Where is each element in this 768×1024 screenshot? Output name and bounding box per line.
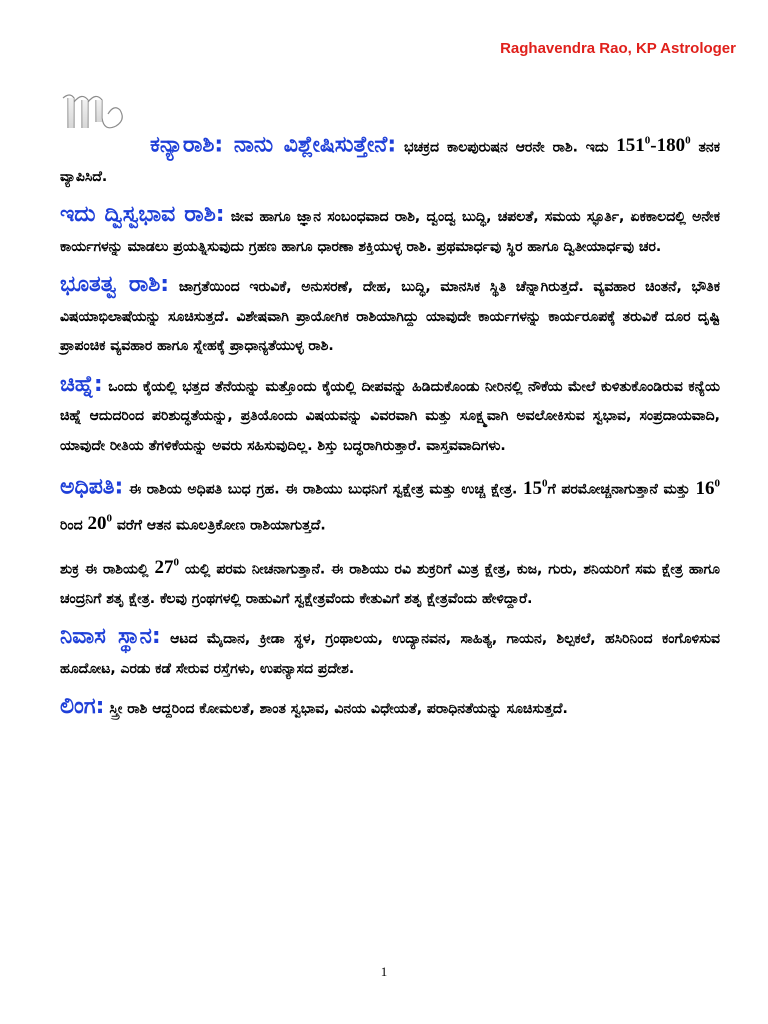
heading-adhipati: ಅಧಿಪತಿ: — [60, 474, 124, 500]
paragraph-bhutatva — [60, 270, 720, 362]
author-header: Raghavendra Rao, KP Astrologer — [500, 40, 736, 57]
text-linga: ಸ್ತ್ರೀ ರಾಶಿ ಆದ್ದರಿಂದ ಕೋಮಲತೆ, ಶಾಂತ ಸ್ವಭಾವ, ವಿನಯ ವಿಧೇಯತೆ, ಪರಾಧಿನತೆಯನ್ನು ಸೂಚಿಸುತ್ತದೆ. — [109, 701, 568, 718]
paragraph-shukra — [60, 549, 720, 614]
degree-15: $15^0$ — [523, 477, 548, 499]
shukra-text-1: ಶುಕ್ರ ಈ ರಾಶಿಯಲ್ಲಿ — [60, 561, 155, 578]
paragraph-chihne — [60, 370, 720, 462]
adhipati-text-4: ವರೆಗೆ ಆತನ ಮೂಲತ್ರಿಕೋಣ ರಾಶಿಯಾಗುತ್ತದೆ. — [112, 517, 326, 534]
paragraph-dvisvabhava — [60, 200, 720, 262]
heading-bhutatva: ಭೂತತ್ವ ರಾಶಿ: — [60, 272, 170, 298]
adhipati-text-3: ರಿಂದ — [60, 517, 88, 534]
intro-text-before: ಭಚಕ್ರದ ಕಾಲಪುರುಷನ ಆರನೇ ರಾಶಿ. ಇದು — [404, 139, 617, 156]
shukra-text-2: ಯಲ್ಲಿ ಪರಮ ನೀಚನಾಗುತ್ತಾನೆ. ಈ ರಾಶಿಯು ರವಿ ಶುಕ್ರರಿಗೆ ಮಿತ್ರ ಕ್ಷೇತ್ರ, ಕುಜ, ಗುರು, ಶನಿಯರಿಗೆ ಸಮ ಕ್ಷೇತ್ರ ಹಾಗೂ ಚಂದ್ರನಿಗೆ ಶತೃ ಕ್ಷೇತ್ರ. ಕೆಲವು ಗ್ರಂಥಗಳಲ್ಲಿ ರಾಹುವಿಗೆ ಸ್ವಕ್ಷೇತ್ರವೆಂದು ಕೇತುವಿಗೆ ಶತೃ ಕ್ಷೇತ್ರವೆಂದು ಹೇಳಿದ್ದಾರೆ. — [60, 561, 720, 607]
page-number: 1 — [380, 964, 388, 979]
paragraph-nivasa — [60, 622, 720, 684]
degree-start: $151^0-180^0$ — [616, 135, 691, 157]
heading-dvisvabhava: ಇದು ದ್ವಿಸ್ವಭಾವ ರಾಶಿ: — [60, 202, 225, 228]
article-body — [60, 127, 720, 733]
heading-chihne: ಚಿಹ್ನೆ: — [60, 371, 103, 397]
degree-27: $27^0$ — [154, 556, 179, 579]
paragraph-adhipati — [60, 469, 720, 541]
text-dvisvabhava: ಜೀವ ಹಾಗೂ ಜ್ಞಾನ ಸಂಬಂಧವಾದ ರಾಶಿ, ದ್ವಂದ್ವ ಬುದ್ಧಿ, ಚಪಲತೆ, ಸಮಯ ಸ್ಫೂರ್ತಿ, ಏಕಕಾಲದಲ್ಲಿ ಅನೇಕ ಕಾರ್ಯಗಳನ್ನು ಮಾಡಲು ಪ್ರಯತ್ನಿಸುವುದು ಗ್ರಹಣ ಹಾಗೂ ಧಾರಣಾ ಶಕ್ತಿಯುಳ್ಳ ರಾಶಿ. ಪ್ರಥಮಾರ್ಧವು ಸ್ಥಿರ ಹಾಗೂ ದ್ವಿತೀಯಾರ್ಧವು ಚರ. — [60, 209, 720, 255]
intro-text-after: ತನಕ ವ್ಯಾಪಿಸಿದೆ. — [60, 139, 720, 185]
text-chihne: ಒಂದು ಕೈಯಲ್ಲಿ ಭತ್ತದ ತೆನೆಯನ್ನು ಮತ್ತೊಂದು ಕೈಯಲ್ಲಿ ದೀಪವನ್ನು ಹಿಡಿದುಕೊಂಡು ನೀರಿನಲ್ಲಿ ನೌಕೆಯ ಮೇಲೆ ಕುಳಿತುಕೊಂಡಿರುವ ಕನ್ಯೆಯ ಚಿಹ್ನೆ ಆದುದರಿಂದ ಪರಿಶುದ್ಧತೆಯನ್ನು, ಪ್ರತಿಯೊಂದು ವಿಷಯವನ್ನು ವಿವರವಾಗಿ ಮತ್ತು ಸೂಕ್ಷ್ಮವಾಗಿ ಅವಲೋಕಿಸುವ ಸ್ವಭಾವ, ಸಂಪ್ರದಾಯವಾದಿ, ಯಾವುದೇ ರೀತಿಯ ತೆಗಳಿಕೆಯನ್ನು ಅವರು ಸಹಿಸುವುದಿಲ್ಲ. ಶಿಸ್ತು ಬದ್ಧರಾಗಿರುತ್ತಾರೆ. ವಾಸ್ತವವಾದಿಗಳು. — [60, 378, 720, 454]
paragraph-linga — [60, 692, 720, 725]
adhipati-text-2: ಗೆ ಪರಮೋಚ್ಚನಾಗುತ್ತಾನೆ ಮತ್ತು — [547, 481, 696, 498]
text-nivasa: ಆಟದ ಮೈದಾನ, ಕ್ರೀಡಾ ಸ್ಥಳ, ಗ್ರಂಥಾಲಯ, ಉದ್ಯಾನವನ, ಸಾಹಿತ್ಯ, ಗಾಯನ, ಶಿಲ್ಪಕಲೆ, ಹಸಿರಿನಿಂದ ಕಂಗೊಳಿಸುವ ಹೂದೋಟ, ಎರಡು ಕಡೆ ಸೇರುವ ರಸ್ತೆಗಳು, ಉಪನ್ಯಾಸದ ಪ್ರದೇಶ. — [60, 631, 721, 677]
heading-kanya-rashi: ಕನ್ಯಾರಾಶಿ: ನಾನು ವಿಶ್ಲೇಷಿಸುತ್ತೇನೆ: — [150, 132, 397, 158]
adhipati-text-1: ಈ ರಾಶಿಯ ಅಧಿಪತಿ ಬುಧ ಗ್ರಹ. ಈ ರಾಶಿಯು ಬುಧನಿಗೆ ಸ್ವಕ್ಷೇತ್ರ ಮತ್ತು ಉಚ್ಚ ಕ್ಷೇತ್ರ. — [128, 481, 524, 498]
paragraph-kanya-intro — [60, 127, 720, 192]
heading-nivasa-sthana: ನಿವಾಸ ಸ್ಥಾನ: — [60, 624, 161, 650]
text-bhutatva: ಜಾಗ್ರತೆಯಿಂದ ಇರುವಿಕೆ, ಅನುಸರಣೆ, ದೇಹ, ಬುದ್ಧಿ, ಮಾನಸಿಕ ಸ್ಥಿತಿ ಚೆನ್ನಾಗಿರುತ್ತದೆ. ವ್ಯವಹಾರ ಚಿಂತನೆ, ಭೌತಿಕ ವಿಷಯಾಭಿಲಾಷೆಯನ್ನು ಸೂಚಿಸುತ್ತದೆ. ವಿಶೇಷವಾಗಿ ಪ್ರಾಯೋಗಿಕ ರಾಶಿಯಾಗಿದ್ದು ಯಾವುದೇ ಕಾರ್ಯಗಳನ್ನು ಕಾರ್ಯರೂಪಕ್ಕೆ ತರುವಿಕೆ ದೂರ ದೃಷ್ಟಿ ಪ್ರಾಪಂಚಿಕ ವ್ಯವಹಾರ ಹಾಗೂ ಸ್ನೇಹಕ್ಕೆ ಪ್ರಾಧಾನ್ಯತೆಯುಳ್ಳ ರಾಶಿ. — [60, 279, 721, 355]
heading-linga: ಲಿಂಗ: — [60, 694, 105, 720]
degree-16: $16^0$ — [695, 477, 721, 499]
degree-20: $20^0$ — [87, 513, 113, 535]
